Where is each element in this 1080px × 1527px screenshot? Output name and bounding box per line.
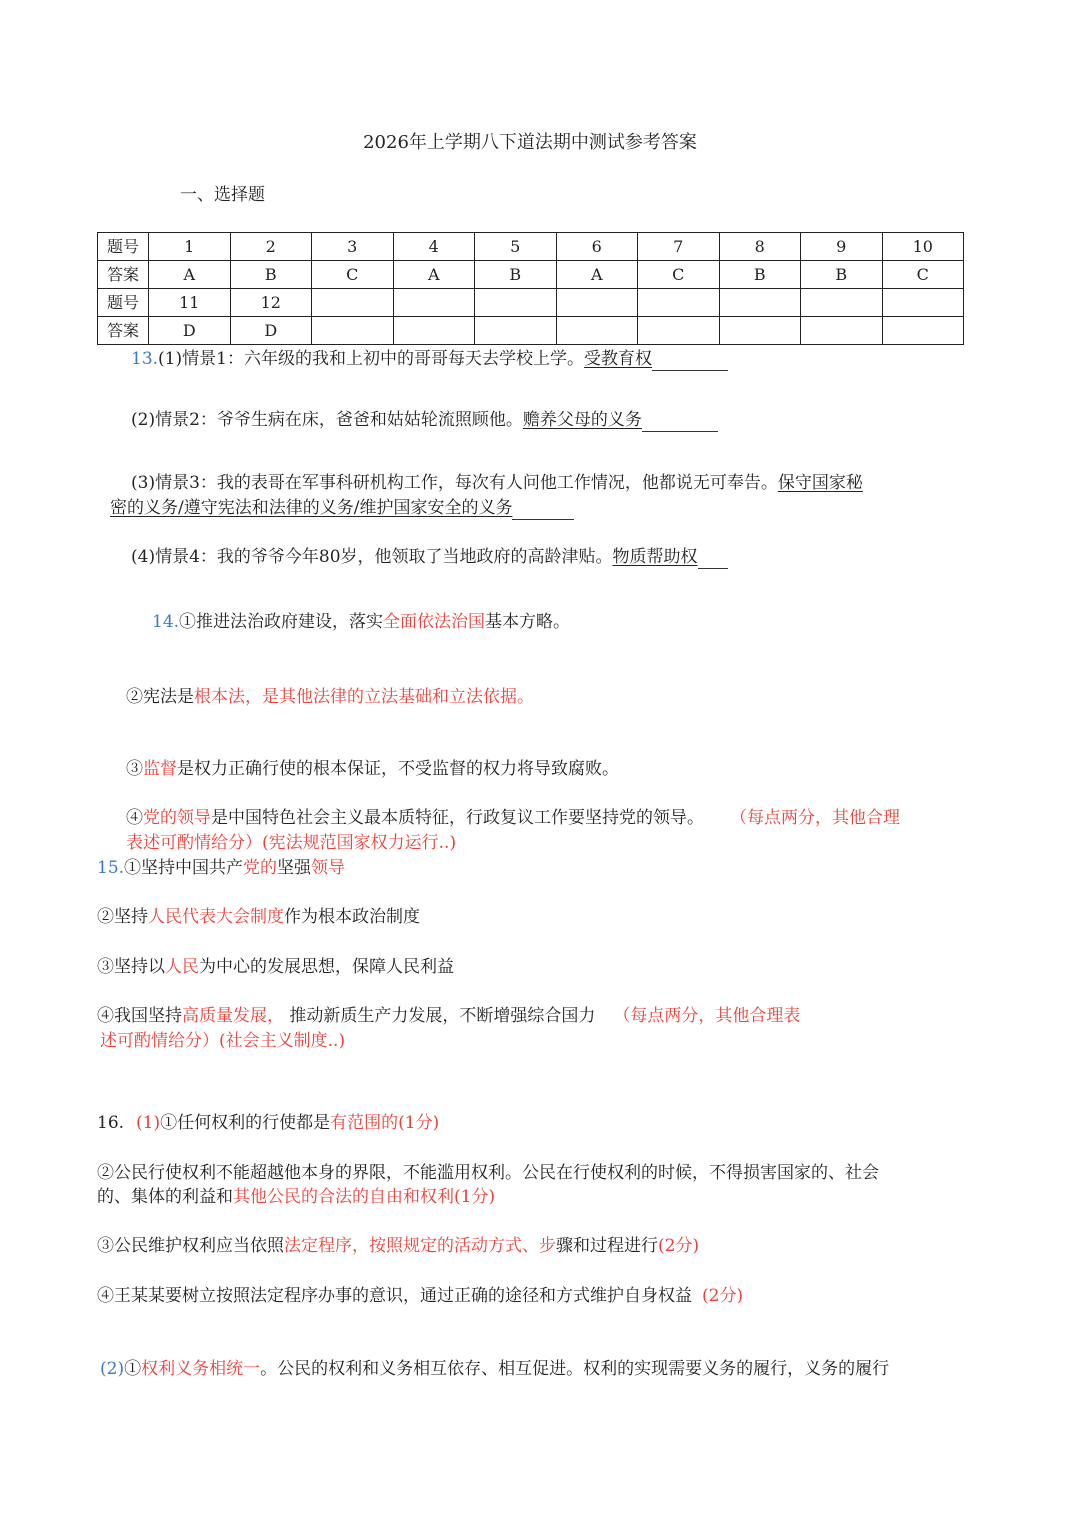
q16-p1-text: ①任何权利的行使都是 xyxy=(160,1113,331,1133)
table-row xyxy=(98,317,964,345)
q16-line3 xyxy=(97,1234,699,1258)
q15-scoring-note-2: 述可酌情给分）(社会主义制度..) xyxy=(100,1031,346,1051)
q16-p5-key: 权利义务相统一 xyxy=(141,1359,261,1379)
q16-part1-label: (1) xyxy=(136,1113,161,1133)
table-cell xyxy=(882,289,964,317)
q14-line3 xyxy=(126,757,619,781)
q14-p3-key: 监督 xyxy=(143,759,177,779)
table-cell xyxy=(475,289,557,317)
q14-line4 xyxy=(126,806,900,830)
table-row xyxy=(98,261,964,289)
table-cell: 1 xyxy=(149,233,231,261)
q13-s4-answer: 物质帮助权 xyxy=(612,547,698,567)
table-cell: B xyxy=(230,261,312,289)
answer-table xyxy=(97,232,964,345)
q15-p2-text: ②坚持 xyxy=(97,907,148,927)
q14-line2 xyxy=(126,685,534,709)
q15-scoring-note: （每点两分，其他合理表 xyxy=(613,1006,801,1026)
q16-p3-score: (2分) xyxy=(658,1236,700,1256)
q16-p2-line2 xyxy=(97,1185,495,1209)
q15-p4-key: 高质量发展， xyxy=(182,1006,284,1026)
q14-p2-text: ②宪法是 xyxy=(126,687,194,707)
q15-p1-key2: 领导 xyxy=(311,858,346,878)
table-cell: 10 xyxy=(882,233,964,261)
table-cell xyxy=(393,317,475,345)
table-cell: 9 xyxy=(801,233,883,261)
q15-p3-tail: 为中心的发展思想，保障人民利益 xyxy=(199,957,454,977)
q15-p1-mid: 坚强 xyxy=(277,858,312,878)
answer-blank xyxy=(698,550,728,569)
section-heading: 一、选择题 xyxy=(180,185,265,205)
table-cell: B xyxy=(801,261,883,289)
table-row-header: 题号 xyxy=(98,289,149,317)
q14-p3-text: 是权力正确行使的根本保证，不受监督的权力将导致腐败。 xyxy=(177,759,619,779)
q15-line2 xyxy=(97,905,420,929)
table-cell xyxy=(638,317,720,345)
q15-number: 15. xyxy=(97,858,125,878)
q16-p3-tail: 骤和过程进行 xyxy=(556,1236,658,1256)
q14-scoring-note-2: 表述可酌情给分）(宪法规范国家权力运行..) xyxy=(126,833,457,853)
table-cell: C xyxy=(312,261,394,289)
table-cell: B xyxy=(719,261,801,289)
table-row xyxy=(98,289,964,317)
table-cell: 5 xyxy=(475,233,557,261)
q15-line1 xyxy=(97,856,345,880)
q15-p2-key: 人民代表大会制度 xyxy=(148,907,284,927)
q15-p1-key: 党的 xyxy=(243,858,278,878)
q16-line5 xyxy=(100,1357,889,1381)
answer-blank xyxy=(642,413,718,432)
q16-p4-text: ④王某某要树立按照法定程序办事的意识，通过正确的途径和方式维护自身权益 xyxy=(97,1286,692,1306)
q16-p2-text: 的、集体的利益和 xyxy=(97,1187,233,1207)
q15-p4-text: ④我国坚持 xyxy=(97,1006,182,1026)
q16-p5-mark: ① xyxy=(124,1359,142,1379)
table-cell: B xyxy=(475,261,557,289)
table-cell xyxy=(312,289,394,317)
q13-s1-text: (1)情景1：六年级的我和上初中的哥哥每天去学校上学。 xyxy=(158,349,584,369)
q13-s3-answer-a: 保守国家秘 xyxy=(777,473,863,493)
q13-line3 xyxy=(131,471,863,495)
q15-p4-tail: 推动新质生产力发展，不断增强综合国力 xyxy=(284,1006,596,1026)
q15-p3-key: 人民 xyxy=(165,957,199,977)
q14-p1-text: ①推进法治政府建设，落实 xyxy=(179,612,384,632)
q15-line3 xyxy=(97,955,454,979)
table-cell: A xyxy=(393,261,475,289)
q16-line4 xyxy=(97,1284,743,1308)
q13-number: 13. xyxy=(131,349,159,369)
table-cell: 6 xyxy=(556,233,638,261)
q16-p5-text: 。公民的权利和义务相互依存、相互促进。权利的实现需要义务的履行，义务的履行 xyxy=(260,1359,890,1379)
table-cell: C xyxy=(638,261,720,289)
q14-scoring-note: （每点两分，其他合理 xyxy=(730,808,900,828)
q14-number: 14. xyxy=(152,612,180,632)
q13-line4 xyxy=(131,545,728,569)
q16-p3-text: ③公民维护权利应当依照 xyxy=(97,1236,284,1256)
q16-p3-key: 法定程序，按照规定的活动方式、步 xyxy=(284,1236,556,1256)
q13-s4-text: (4)情景4：我的爷爷今年80岁，他领取了当地政府的高龄津贴。 xyxy=(131,547,613,567)
q13-s3-answer-b: 密的义务/遵守宪法和法律的义务/维护国家安全的义务 xyxy=(110,498,513,518)
table-cell xyxy=(719,289,801,317)
table-row-header: 答案 xyxy=(98,317,149,345)
q16-number: 16. xyxy=(97,1113,125,1133)
q13-line3b xyxy=(110,496,574,520)
q14-p4-text: 是中国特色社会主义最本质特征，行政复议工作要坚持党的领导。 xyxy=(211,808,704,828)
table-cell: 12 xyxy=(230,289,312,317)
table-cell: A xyxy=(149,261,231,289)
q14-p3-mark: ③ xyxy=(126,759,143,779)
q14-p1-tail: 基本方略。 xyxy=(485,612,571,632)
table-cell xyxy=(638,289,720,317)
q16-part2-label: (2) xyxy=(100,1359,125,1379)
q16-p2-line1: ②公民行使权利不能超越他本身的界限，不能滥用权利。公民在行使权利的时候，不得损害国家的、社会 xyxy=(97,1163,879,1183)
q13-line2 xyxy=(131,408,718,432)
table-cell: 7 xyxy=(638,233,720,261)
q15-p3-text: ③坚持以 xyxy=(97,957,165,977)
q16-p2-key: 其他公民的合法的自由和权利(1分) xyxy=(233,1187,496,1207)
table-cell: 8 xyxy=(719,233,801,261)
table-cell: 11 xyxy=(149,289,231,317)
table-cell xyxy=(882,317,964,345)
q13-s2-text: (2)情景2：爷爷生病在床，爸爸和姑姑轮流照顾他。 xyxy=(131,410,523,430)
table-cell: D xyxy=(230,317,312,345)
table-cell xyxy=(556,317,638,345)
q16-p4-score: (2分) xyxy=(702,1286,744,1306)
q14-p1-key: 全面依法治国 xyxy=(383,612,486,632)
table-cell xyxy=(475,317,557,345)
table-cell xyxy=(312,317,394,345)
q16-line1 xyxy=(97,1111,439,1135)
table-cell: 4 xyxy=(393,233,475,261)
table-cell: 3 xyxy=(312,233,394,261)
q15-p2-tail: 作为根本政治制度 xyxy=(284,907,420,927)
table-cell: D xyxy=(149,317,231,345)
q13-line1 xyxy=(131,347,728,371)
q13-s2-answer: 赡养父母的义务 xyxy=(522,410,642,430)
answer-blank xyxy=(512,501,574,520)
table-cell xyxy=(719,317,801,345)
table-cell xyxy=(801,317,883,345)
page-title: 2026年上学期八下道法期中测试参考答案 xyxy=(363,132,697,153)
answer-blank xyxy=(652,352,728,371)
table-cell xyxy=(393,289,475,317)
table-row-header: 题号 xyxy=(98,233,149,261)
table-cell: C xyxy=(882,261,964,289)
q14-p4-key: 党的领导 xyxy=(143,808,211,828)
q16-p1-key: 有范围的(1分) xyxy=(330,1113,440,1133)
table-cell xyxy=(801,289,883,317)
q13-s3-text: (3)情景3：我的表哥在军事科研机构工作，每次有人问他工作情况，他都说无可奉告。 xyxy=(131,473,778,493)
q14-line1 xyxy=(152,610,570,634)
q15-line4 xyxy=(97,1004,800,1028)
table-cell: 2 xyxy=(230,233,312,261)
table-row xyxy=(98,233,964,261)
table-cell: A xyxy=(556,261,638,289)
q14-p2-key: 根本法，是其他法律的立法基础和立法依据。 xyxy=(194,687,534,707)
table-cell xyxy=(556,289,638,317)
q13-s1-answer: 受教育权 xyxy=(583,349,652,369)
q14-p4-mark: ④ xyxy=(126,808,143,828)
table-row-header: 答案 xyxy=(98,261,149,289)
q15-p1-text: ①坚持中国共产 xyxy=(124,858,244,878)
